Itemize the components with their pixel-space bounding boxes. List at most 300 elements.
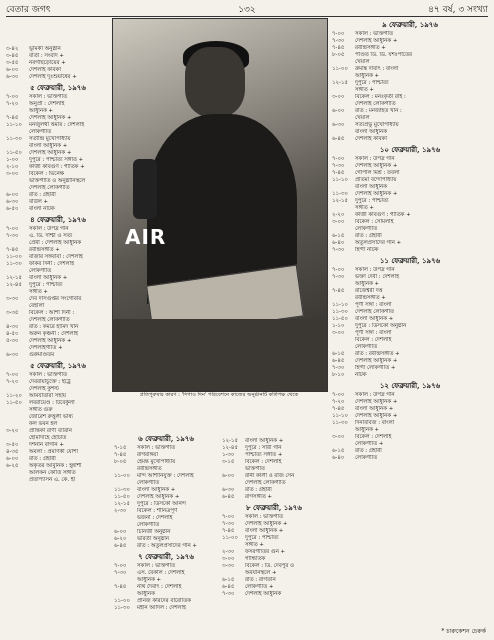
date-heading: ৪ ফেব্রুয়ারী, ১৯৭৬ bbox=[30, 215, 86, 224]
schedule-entry bbox=[332, 372, 488, 379]
entry-program: পণ্ডিত ডি. ডি. যশঃপাতের bbox=[355, 52, 412, 58]
entry-program: বিকেল : শানিত্রপূর্ণ bbox=[137, 508, 178, 514]
schedule-entry bbox=[6, 477, 110, 484]
microphone-icon bbox=[133, 159, 157, 219]
entry-program: সকাল : ভক্তিগীত bbox=[137, 445, 176, 451]
date-heading: ৮ ফেব্রুয়ারী, ১৯৭৬ bbox=[246, 503, 302, 512]
entry-time: ৩-৩০ bbox=[222, 563, 235, 569]
entry-program: হেমন্ত মুখোপাধ্যায় bbox=[137, 459, 176, 465]
schedule-entry bbox=[6, 199, 110, 206]
entry-program: লোকগীতি + bbox=[355, 441, 384, 447]
issue-info: ৪৭ বর্ষ, ৩ সংখ্যা bbox=[428, 5, 488, 15]
schedule-entry bbox=[332, 80, 488, 87]
entry-program: পূর্ণী সঙ্গা : বাংলা bbox=[355, 302, 392, 308]
schedule-entry bbox=[222, 528, 326, 535]
schedule-entry bbox=[114, 563, 218, 570]
entry-time: ৭-০০ bbox=[6, 94, 19, 100]
entry-time: ১১-৩০ bbox=[332, 420, 348, 426]
schedule-entry bbox=[6, 442, 110, 449]
entry-program: কাজী কবিগুণ : গীতিক + bbox=[29, 164, 85, 170]
entry-program: দেশলাই আধুনিক + bbox=[355, 413, 398, 419]
entry-time: ৭-১৫ bbox=[114, 445, 127, 451]
schedule-entry bbox=[6, 331, 110, 338]
schedule-entry bbox=[222, 577, 326, 584]
entry-program: রানী কালী ও রাজ সেন bbox=[245, 473, 295, 479]
photo-caption: প্রতিপুরুষার কারণ : 'দিপাও দিন' পরিবেশনে কাজের অনুষ্ঠানটি কর্তিপক্ষ থেকে bbox=[139, 392, 299, 398]
entry-program: সকাল : ভক্তিগীত bbox=[137, 563, 176, 569]
entry-time: ৩-৪২ bbox=[6, 46, 19, 52]
schedule-entry bbox=[6, 296, 110, 303]
schedule-entry bbox=[332, 399, 488, 406]
entry-program: বাংলা আধুনিক + bbox=[29, 143, 68, 149]
schedule-entry bbox=[332, 108, 488, 115]
entry-time: ৭-৩০ bbox=[332, 163, 345, 169]
entry-program: রাগরঙ্গিয়া bbox=[137, 452, 158, 458]
header-rule bbox=[6, 16, 488, 17]
entry-time: ৩-২০ bbox=[6, 428, 19, 434]
entry-program: লোকগীতি + bbox=[245, 584, 274, 590]
entry-time: ১১-০০ bbox=[114, 598, 130, 604]
schedule-entry bbox=[332, 406, 488, 413]
entry-program: আলকন কোর্তি সঙ্গীত bbox=[29, 470, 76, 476]
entry-program: নাটক bbox=[355, 372, 367, 378]
entry-program: রাজেশ্বরী দত্ত bbox=[355, 288, 383, 294]
entry-time: ১২-১৫ bbox=[332, 198, 348, 204]
schedule-entry bbox=[222, 549, 326, 556]
schedule-entry bbox=[6, 352, 110, 359]
schedule-entry bbox=[6, 456, 110, 463]
entry-time: ৭-৪৫ bbox=[332, 170, 345, 176]
schedule-entry bbox=[332, 136, 488, 143]
schedule-entry bbox=[6, 143, 110, 150]
entry-program: অকৃতর আবুনিক : হ্ন্নাশী bbox=[29, 463, 82, 469]
entry-program: লোকগীতি bbox=[29, 268, 52, 274]
entry-time: ৪-৩৫ bbox=[6, 449, 19, 455]
entry-program: রবীন্দ্রসঙ্গীত + bbox=[29, 247, 60, 253]
schedule-entry bbox=[332, 122, 488, 129]
schedule-entry bbox=[6, 247, 110, 254]
entry-program: বাংলা আধুনিক + bbox=[355, 316, 394, 322]
schedule-entry bbox=[6, 233, 110, 240]
entry-time: ৬-১৫ bbox=[332, 351, 345, 357]
entry-time: ৭-৩০ bbox=[222, 521, 235, 527]
schedule-entry bbox=[114, 445, 218, 452]
radio-artist-photo bbox=[112, 18, 328, 392]
entry-time: ১১-৫০ bbox=[114, 494, 130, 500]
schedule-entry bbox=[6, 108, 110, 115]
entry-time: ৮-১০ bbox=[332, 372, 345, 378]
schedule-entry bbox=[332, 281, 488, 288]
entry-time: ১১-১০ bbox=[332, 302, 348, 308]
entry-program: লোকগীতি bbox=[137, 522, 160, 528]
entry-program: সকাল : উপদ্র গান bbox=[355, 392, 395, 398]
schedule-entry bbox=[6, 463, 110, 470]
schedule-entry bbox=[6, 115, 110, 122]
entry-time: ৭-৩০ bbox=[332, 247, 345, 253]
entry-time: ৬-০০ bbox=[332, 108, 345, 114]
schedule-entry bbox=[332, 212, 488, 219]
schedule-entry bbox=[6, 407, 110, 414]
entry-program: রাত : মনজাহত খান : bbox=[355, 108, 402, 114]
schedule-column-3 bbox=[222, 438, 326, 598]
schedule-entry bbox=[6, 136, 110, 143]
entry-program: রাগসঙ্গীত + bbox=[245, 494, 273, 500]
entry-program: বার্তা : সংবাদ + bbox=[29, 53, 64, 59]
entry-program: সঙ্গীত + bbox=[29, 289, 48, 295]
schedule-entry bbox=[114, 577, 218, 584]
schedule-entry bbox=[332, 309, 488, 316]
entry-program: লোকগীতি bbox=[29, 129, 52, 135]
entry-time: ৩-৫৫ bbox=[6, 60, 19, 66]
schedule-entry bbox=[222, 521, 326, 528]
entry-program: হিন্দী লোকগীতি + bbox=[355, 365, 396, 371]
entry-program: সঙ্গীত + bbox=[245, 542, 264, 548]
entry-time: ১১-০০ bbox=[114, 473, 130, 479]
entry-program: মান্দ আশানিযুক্ত : দেশলাই bbox=[137, 473, 194, 479]
schedule-entry bbox=[114, 522, 218, 529]
entry-program: আধুনিক + bbox=[137, 577, 162, 583]
entry-time: ১১-৫০ bbox=[6, 400, 22, 406]
entry-time: ৬-৩০ bbox=[222, 487, 235, 493]
entry-time: ১১-৫০ bbox=[6, 150, 22, 156]
entry-program: দেশলাই আধুনিক + bbox=[355, 191, 398, 197]
entry-program: দুপুরে : পাশ্চাত্য bbox=[355, 80, 389, 86]
entry-program: অরুন কৃঞ্চনী : দেশলাই bbox=[29, 331, 78, 337]
entry-program: মহীন আদিল : দেশলাই bbox=[137, 605, 186, 611]
entry-time: ৬-৩০ bbox=[332, 122, 345, 128]
entry-time: ৬-১৫ bbox=[332, 233, 345, 239]
schedule-entry bbox=[6, 317, 110, 324]
entry-time: ৬-০০ bbox=[6, 67, 19, 73]
schedule-entry bbox=[332, 73, 488, 80]
entry-program: রাত : অতুলপ্রসাদের গান + bbox=[137, 543, 197, 549]
entry-program: দেশলাই আধুনিক + bbox=[355, 358, 398, 364]
entry-program: বাংলা আধুনিক bbox=[355, 129, 388, 135]
schedule-entry bbox=[332, 191, 488, 198]
schedule-entry bbox=[332, 441, 488, 448]
entry-program: দুপুরে : পাশ্চাত্য bbox=[355, 198, 389, 204]
magazine-title: বেতার জগৎ bbox=[6, 5, 51, 15]
entry-time: ৭-০০ bbox=[332, 267, 345, 273]
entry-program: ভজনা : দেশলাই bbox=[137, 515, 173, 521]
entry-program: কল ভবন হল bbox=[29, 421, 58, 427]
entry-time: ৭-৪৫ bbox=[332, 288, 345, 294]
schedule-entry bbox=[6, 400, 110, 407]
entry-program: রাত : গ্রহারী bbox=[355, 233, 382, 239]
schedule-entry bbox=[6, 171, 110, 178]
schedule-entry bbox=[332, 31, 488, 38]
schedule-entry bbox=[114, 584, 218, 591]
schedule-entry bbox=[332, 316, 488, 323]
schedule-entry bbox=[332, 420, 488, 427]
entry-program: দেশলাই কবিকা bbox=[29, 67, 61, 73]
schedule-entry bbox=[332, 226, 488, 233]
schedule-entry bbox=[332, 156, 488, 163]
schedule-entry bbox=[114, 515, 218, 522]
entry-time: ৭-৩০ bbox=[114, 570, 127, 576]
schedule-entry bbox=[222, 487, 326, 494]
entry-program: বাউল + bbox=[29, 199, 49, 205]
entry-time: ৩-৩০ bbox=[6, 296, 19, 302]
entry-program: দেশলাই আধুনিক bbox=[245, 591, 282, 597]
schedule-entry bbox=[332, 344, 488, 351]
entry-time: ৬-৩০ bbox=[6, 199, 19, 205]
entry-time: ১-০০ bbox=[6, 157, 19, 163]
schedule-entry bbox=[222, 466, 326, 473]
schedule-entry bbox=[6, 386, 110, 393]
entry-program: ভক্তিগীত bbox=[245, 466, 265, 472]
schedule-entry bbox=[6, 178, 110, 185]
schedule-entry bbox=[332, 101, 488, 108]
schedule-entry bbox=[332, 274, 488, 281]
schedule-entry bbox=[6, 275, 110, 282]
entry-program: বিকেল : আশা দিনী : bbox=[29, 310, 75, 316]
entry-time: ৭-০০ bbox=[6, 372, 19, 378]
entry-program: এস. বৈকাল : দেশলাই bbox=[137, 570, 185, 576]
entry-program: বাজার সঙ্গবাবা : দেশলাই bbox=[29, 254, 83, 260]
entry-program: দশনান বাগান + bbox=[29, 442, 64, 448]
entry-program: গোপাল মিশ্র : তবলা bbox=[355, 170, 400, 176]
schedule-entry bbox=[222, 556, 326, 563]
entry-program: ভক্তিগীতি ও অনুষ্ঠানিস্থলে bbox=[29, 178, 86, 184]
entry-program: বাংলা আধুনিক + bbox=[137, 487, 176, 493]
schedule-entry bbox=[6, 379, 110, 386]
entry-program: দেশলাই আধুনিক + bbox=[355, 38, 398, 44]
entry-program: এ. ডি. দাশ্চী ও সত্য bbox=[29, 233, 73, 239]
schedule-entry bbox=[114, 591, 218, 598]
schedule-entry bbox=[114, 508, 218, 515]
entry-program: দেবরায়াচুক্তে : ইট্রে bbox=[29, 379, 71, 385]
entry-time: ২-১০ bbox=[6, 164, 19, 170]
air-sign: AIR bbox=[125, 225, 167, 249]
entry-time: ৭-৩০ bbox=[222, 591, 235, 597]
entry-program: নবগাছড়োয়ের + bbox=[29, 60, 66, 66]
schedule-entry bbox=[114, 598, 218, 605]
entry-program: দেশলাই আধুনিক + bbox=[245, 521, 288, 527]
entry-time: ৭-৪৫ bbox=[222, 528, 235, 534]
entry-program: বিকেল : মনঃকৃতী রাই : bbox=[355, 94, 406, 100]
entry-time: ৩-০০ bbox=[332, 434, 345, 440]
entry-time: ১১-৩০ bbox=[114, 487, 130, 493]
schedule-entry bbox=[332, 455, 488, 462]
entry-program: দেশলাই লোকগীতি bbox=[245, 480, 286, 486]
entry-program: বিকেল : ডি. দেবপুর ও bbox=[245, 563, 295, 569]
schedule-entry bbox=[6, 324, 110, 331]
schedule-entry bbox=[114, 543, 218, 550]
schedule-entry bbox=[6, 129, 110, 136]
entry-time: ৭-৪৫ bbox=[332, 45, 345, 51]
entry-program: প্রানজ কারদের বারোতিক bbox=[137, 598, 191, 604]
entry-program: দুপুরে : পাশ্চাত্য সঙ্গীত + bbox=[29, 157, 84, 163]
entry-time: ৫-৩০ bbox=[6, 338, 19, 344]
schedule-entry bbox=[114, 501, 218, 508]
schedule-entry bbox=[332, 94, 488, 101]
schedule-entry bbox=[6, 206, 110, 213]
schedule-entry bbox=[6, 261, 110, 268]
schedule-entry bbox=[6, 192, 110, 199]
entry-program: রাত : রবীন্দ্রসঙ্গীত + bbox=[355, 351, 400, 357]
schedule-entry bbox=[6, 289, 110, 296]
entry-program: রাত : গ্রহারী bbox=[29, 456, 56, 462]
entry-program: রাত : গ্রহারী bbox=[355, 448, 382, 454]
entry-time: ১১-৩০ bbox=[6, 261, 22, 267]
entry-time: ১২-৪৫ bbox=[6, 282, 22, 288]
entry-time: ৭-০০ bbox=[6, 226, 19, 232]
entry-program: রবীন্দ্রসঙ্গীত bbox=[137, 466, 162, 472]
schedule-entry bbox=[332, 288, 488, 295]
schedule-entry bbox=[332, 87, 488, 94]
entry-time: ৭-৪৫ bbox=[6, 115, 19, 121]
schedule-entry bbox=[332, 323, 488, 330]
schedule-entry bbox=[6, 185, 110, 192]
entry-time: ১১-০০ bbox=[332, 66, 348, 72]
entry-program: নথি দৈবাৎ : দেশলাই bbox=[137, 584, 182, 590]
entry-program: মনজুলর্থী ত্তমার : দেশলাই bbox=[29, 122, 85, 128]
entry-time: ১১-০০ bbox=[222, 535, 238, 541]
schedule-entry bbox=[222, 445, 326, 452]
entry-program: সকাল : উপদ্র গান bbox=[355, 156, 395, 162]
entry-time: ৬-৪৫ bbox=[222, 584, 235, 590]
photo-head bbox=[185, 47, 245, 117]
entry-time: ১১-০০ bbox=[6, 254, 22, 260]
entry-program: দেশলাই আধুনিক + bbox=[355, 399, 398, 405]
entry-time: ১১-২০ bbox=[6, 393, 22, 399]
schedule-entry bbox=[222, 591, 326, 598]
entry-time: ৭-২০ bbox=[6, 379, 19, 385]
schedule-entry bbox=[332, 170, 488, 177]
date-heading: ৫ ফেব্রুয়ারী, ১৯৭৬ bbox=[30, 361, 86, 370]
entry-time: ৩-০০ bbox=[222, 556, 235, 562]
entry-time: ৭-৪৫ bbox=[114, 584, 127, 590]
schedule-entry bbox=[114, 536, 218, 543]
schedule-entry bbox=[6, 435, 110, 442]
entry-program: সকাল : ভক্তিগীত bbox=[245, 514, 284, 520]
schedule-entry bbox=[332, 267, 488, 274]
schedule-entry bbox=[332, 448, 488, 455]
entry-program: ফকির দিনী : দেশলাই bbox=[29, 261, 74, 267]
schedule-entry bbox=[332, 115, 488, 122]
entry-program: বাংলা আধুনিক bbox=[355, 184, 388, 190]
entry-time: ১১-৩০ bbox=[332, 309, 348, 315]
schedule-entry bbox=[332, 59, 488, 66]
schedule-column-2 bbox=[114, 432, 218, 612]
entry-program: রাত : গ্রহারী bbox=[29, 192, 56, 198]
entry-time: ৬-৪৫ bbox=[222, 494, 235, 500]
entry-program: আধুনিক + bbox=[29, 108, 54, 114]
entry-time: ৩-০০ bbox=[332, 94, 345, 100]
schedule-entry bbox=[332, 163, 488, 170]
entry-time: ৭-৪৫ bbox=[6, 247, 19, 253]
entry-time: ৭-৩০ bbox=[332, 38, 345, 44]
entry-program: বাংলা আধুনিক + bbox=[29, 275, 68, 281]
entry-time: ৭-৩০ bbox=[332, 365, 345, 371]
entry-program: ভক্তা দেবী : দেশলাই bbox=[355, 274, 399, 280]
entry-program: রাত : রাগতান bbox=[245, 577, 276, 583]
entry-program: দিনবিবিজ : বাংলা bbox=[355, 420, 395, 426]
entry-program: দেশলাই আধুনিক + bbox=[29, 115, 72, 121]
entry-time: ৭-০০ bbox=[114, 563, 127, 569]
schedule-entry bbox=[6, 393, 110, 400]
entry-time: ১-১০ bbox=[332, 323, 345, 329]
entry-time: ১২-৪৫ bbox=[222, 445, 238, 451]
entry-time: ৩-০০ bbox=[332, 330, 345, 336]
schedule-entry bbox=[222, 438, 326, 445]
entry-time: ৬-১৫ bbox=[332, 448, 345, 454]
schedule-entry bbox=[6, 94, 110, 101]
entry-time: ১২-১৫ bbox=[114, 501, 130, 507]
entry-program: দুপুরে : পাশ্চাত্য bbox=[245, 535, 279, 541]
schedule-entry bbox=[114, 494, 218, 501]
entry-program: জোরেশ রুত্তুলী ভাষ্য bbox=[29, 414, 73, 420]
entry-program: দেশলাই লোকগীতি bbox=[355, 101, 396, 107]
entry-time: ৬-০০ bbox=[222, 473, 235, 479]
entry-time: ৬-২৫ bbox=[6, 463, 19, 469]
entry-program: আধুনিক + bbox=[355, 73, 380, 79]
page-header bbox=[6, 2, 488, 16]
entry-time: ৩-৩৫ bbox=[6, 310, 19, 316]
entry-time: ৮-০৫ bbox=[114, 459, 127, 465]
entry-time: ২-৩০ bbox=[222, 549, 235, 555]
entry-time: ৩-৪৫ bbox=[6, 53, 19, 59]
schedule-entry bbox=[6, 449, 110, 456]
schedule-entry bbox=[222, 459, 326, 466]
date-heading: ৭ ফেব্রুয়ারী, ১৯৭৬ bbox=[138, 552, 194, 561]
entry-program: গুরুমণ্ডিতম bbox=[29, 352, 55, 358]
schedule-entry bbox=[332, 295, 488, 302]
entry-program: প্রান্তিকা রাণী ব্যারান bbox=[29, 428, 72, 434]
entry-time: ৮-০৫ bbox=[332, 52, 345, 58]
entry-program: বিকেল : সোমলাই bbox=[355, 219, 394, 225]
entry-time: ৭-০০ bbox=[332, 31, 345, 37]
schedule-entry bbox=[332, 240, 488, 247]
entry-time: ৬-২০ bbox=[114, 536, 127, 542]
entry-time: ৩-১৫ bbox=[222, 459, 235, 465]
schedule-entry bbox=[6, 470, 110, 477]
schedule-entry bbox=[6, 157, 110, 164]
entry-program: দেশলাইগীতি + bbox=[29, 345, 63, 351]
schedule-column-4 bbox=[332, 18, 488, 462]
entry-time: ৬-০০ bbox=[6, 192, 19, 198]
schedule-entry bbox=[332, 365, 488, 372]
schedule-entry bbox=[6, 254, 110, 261]
entry-program: রবীন্দ্রসঙ্গীত + bbox=[355, 295, 386, 301]
schedule-entry bbox=[332, 184, 488, 191]
entry-program: আমর্যাতারা সহায় bbox=[29, 393, 66, 399]
entry-program: বিকেল : দেশলাই bbox=[355, 434, 392, 440]
schedule-entry bbox=[222, 542, 326, 549]
schedule-entry bbox=[6, 428, 110, 435]
entry-time: ১১-১০ bbox=[6, 122, 22, 128]
entry-program: বিকেল : দেশলাই bbox=[245, 459, 282, 465]
entry-program: খেয়াল bbox=[355, 59, 370, 65]
entry-program: সকাল : উপদ্র গান bbox=[29, 226, 69, 232]
schedule-entry bbox=[332, 434, 488, 441]
entry-program: সকাল : ভক্তিগীত bbox=[29, 372, 68, 378]
entry-program: রবীন্দ্রসঙ্গীত + bbox=[355, 45, 386, 51]
entry-time: ১১-১০ bbox=[332, 413, 348, 419]
schedule-entry bbox=[6, 303, 110, 310]
entry-program: দেশলাই কবিকা bbox=[355, 136, 387, 142]
entry-program: লবরায়েণ্ড : টিবের্কুলা bbox=[29, 400, 75, 406]
entry-time: ৭-২০ bbox=[6, 101, 19, 107]
entry-program: দেশলাই আধুনিক + bbox=[29, 338, 72, 344]
schedule-entry bbox=[6, 74, 110, 81]
schedule-entry bbox=[6, 310, 110, 317]
entry-program: বিকেল : দেশলাই bbox=[355, 337, 392, 343]
entry-program: অনুপ্রা : দেশলাই bbox=[29, 101, 65, 107]
entry-time: ৬-৩০ bbox=[6, 74, 19, 80]
entry-program: দেশলাই লোকগীত bbox=[355, 309, 394, 315]
